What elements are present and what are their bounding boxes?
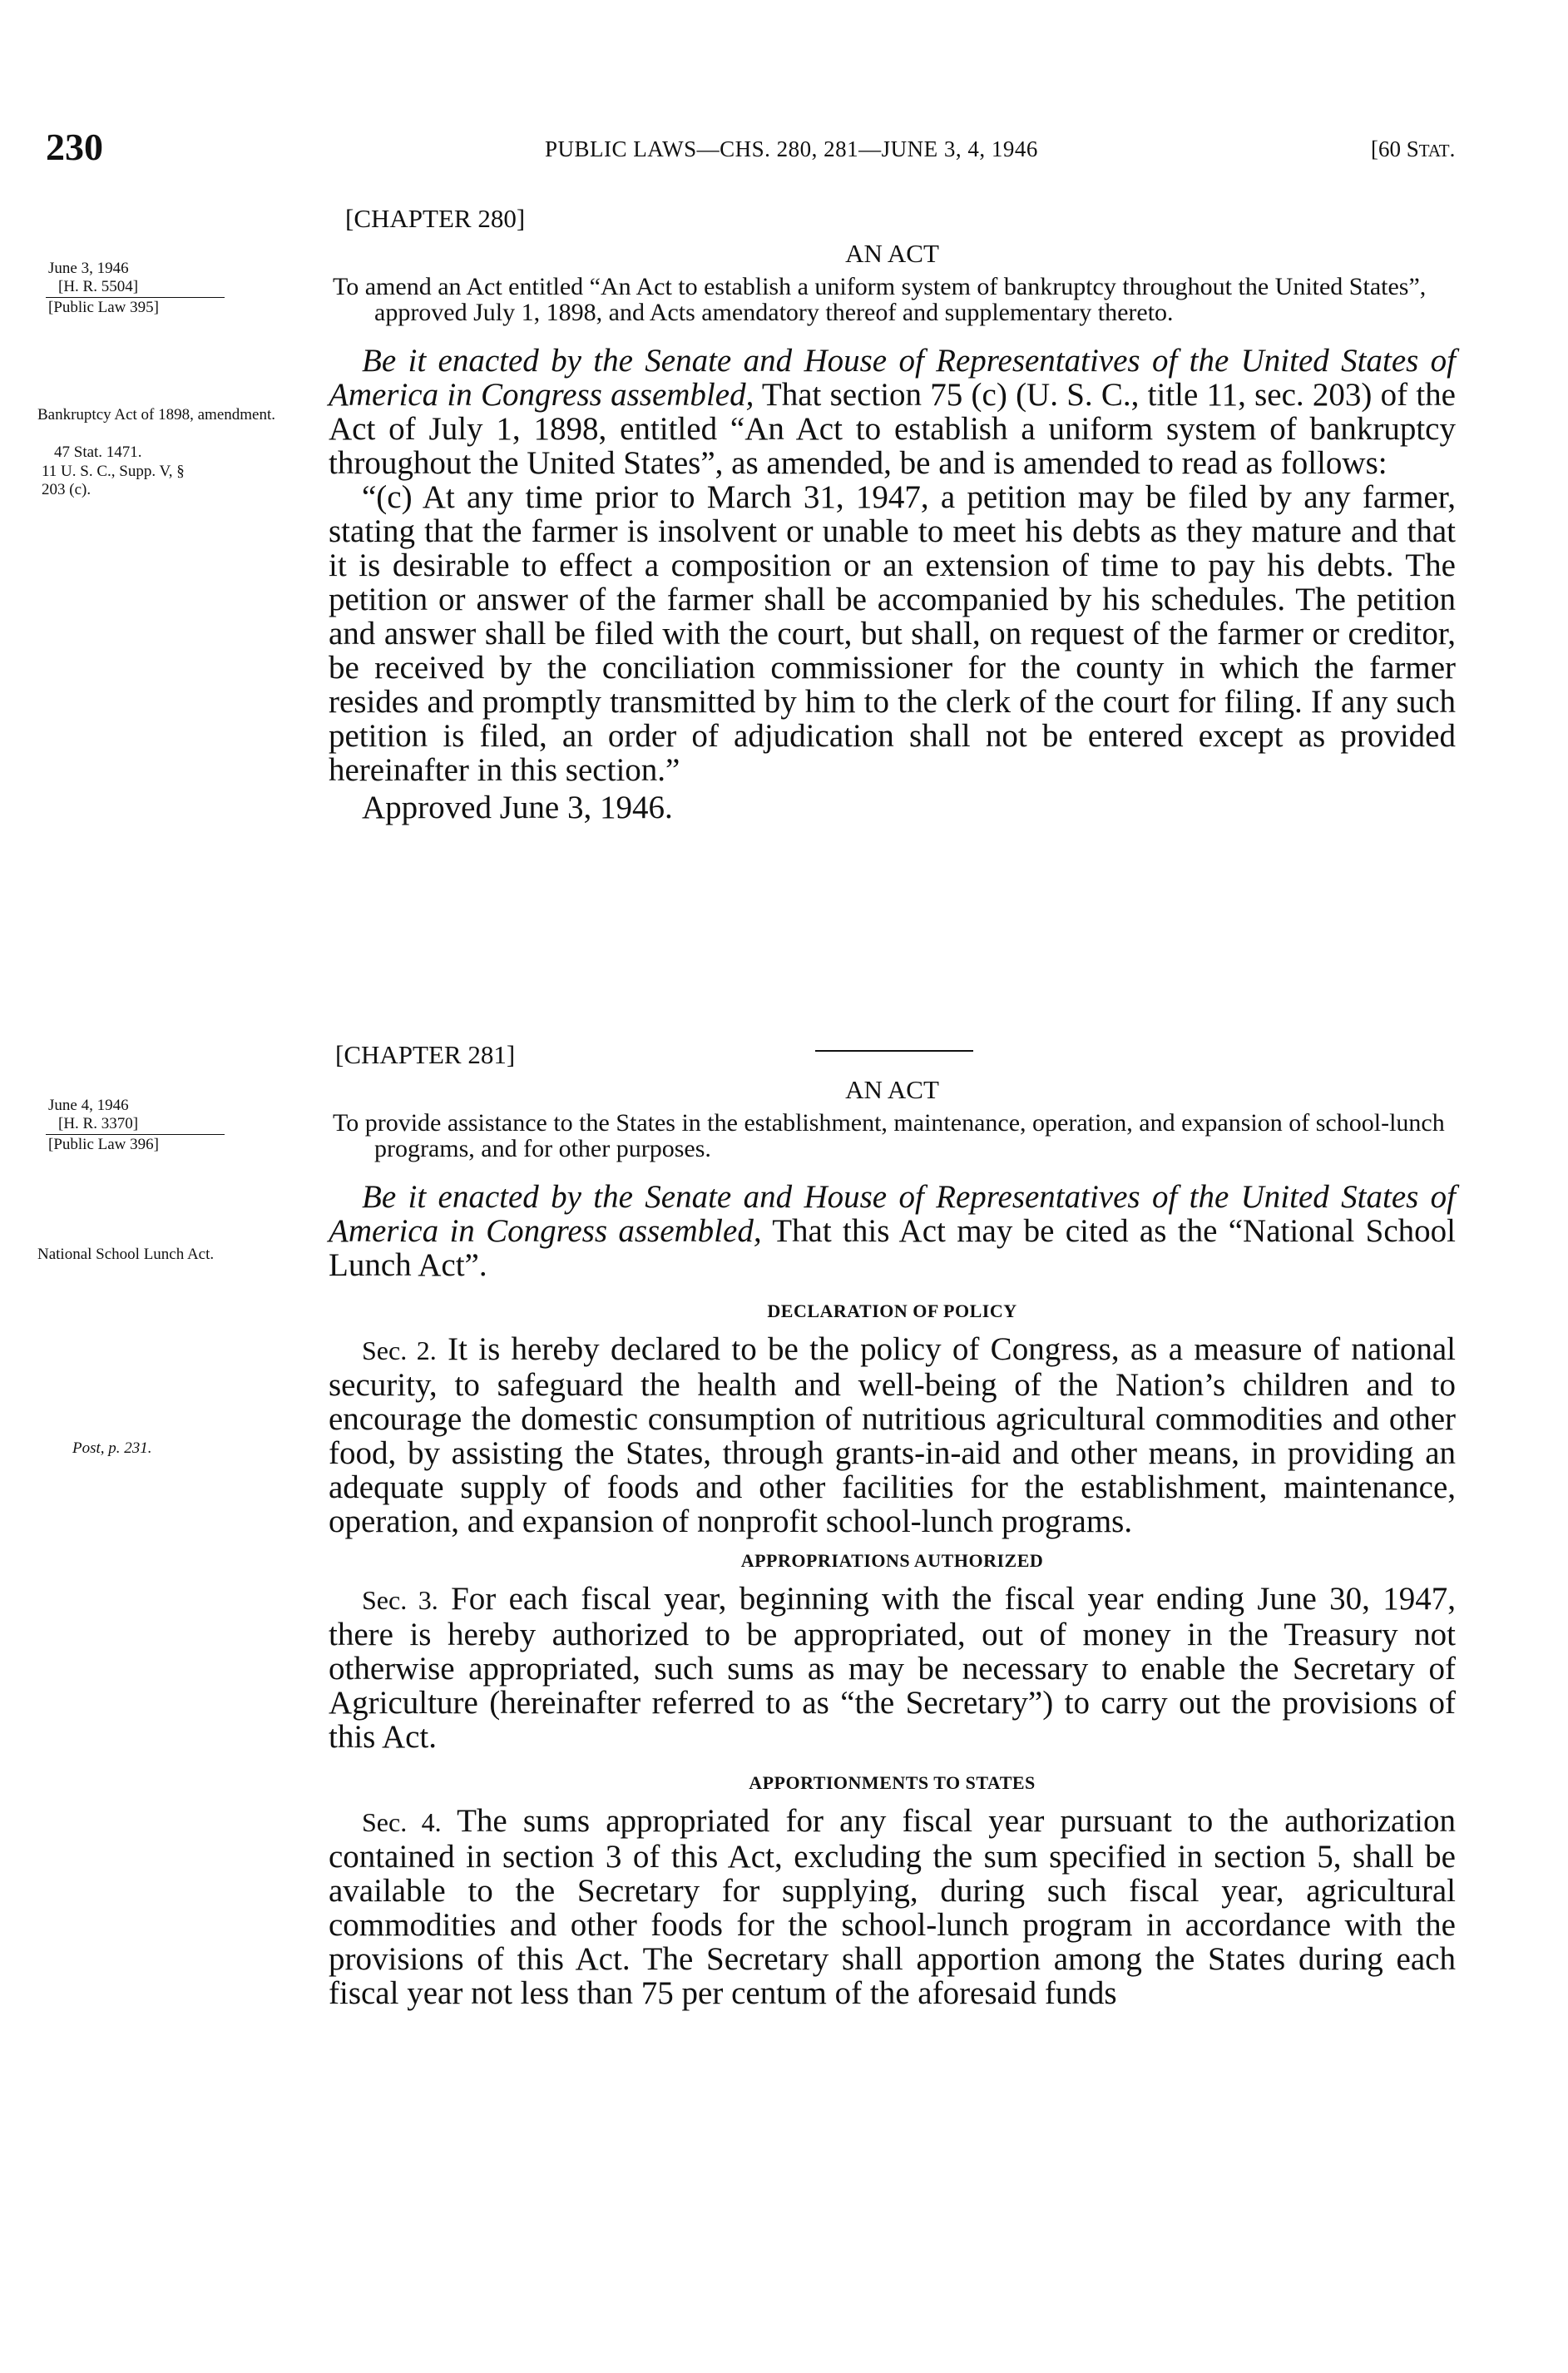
volume-citation: [60 STAT. [1371,136,1456,161]
ch281-margin-rule [46,1134,225,1135]
ch280-section-1: Be it enacted by the Senate and House of Representatives of the United States of America in Congress assembled, That section 75 (c) (U. S. C., title 11, sec. 203) of the Act of July 1, 1898, entitled “An Act to establish a uniform system of bankruptcy throughout the United States”, as amended, be and is amended to read as follows: [329,343,1456,481]
sec4-heading: APPORTIONMENTS TO STATES [749,1772,1036,1793]
ch280-margin-rule [46,297,225,298]
ch280-purpose: To amend an Act entitled “An Act to establish a uniform system of bankruptcy throughout the United States”, approved July 1, 1898, and Acts amendatory thereof and supplementary thereto. [333,273,1427,326]
ch280-margin-note-amendment: Bankruptcy Act of 1898, amendment. [37,406,275,424]
ch281-margin-block [33,1097,308,1154]
ch280-heading: [CHAPTER 280] [345,204,526,233]
sec2-paragraph: Sec. 2. It is hereby declared to be the policy of Congress, as a measure of national security, to safeguard the health and well-being of the Nation’s children and to encourage the domestic consumption of nutritious agricultural commodities and other food, by assisting the States, through grants-in-aid and other means, in providing an adequate supply of foods and other facilities for the establishment, maintenance, operation, and expansion of nonprofit school-lunch programs. [329,1331,1457,1539]
page-number: 230 [46,126,103,168]
ch281-section-1: Be it enacted by the Senate and House of Representatives of the United States of America in Congress assembled, That this Act may be cited as the “National School Lunch Act”. [329,1179,1456,1283]
running-head: PUBLIC LAWS—CHS. 280, 281—JUNE 3, 4, 1946 [545,136,1038,161]
ch281-heading: [CHAPTER 281] [335,1040,516,1069]
sec3-heading: APPROPRIATIONS AUTHORIZED [740,1550,1044,1571]
ch281-date: June 4, 1946 [48,1097,129,1114]
ch280-an-act: AN ACT [845,239,939,268]
ch281-margin-note-short-title: National School Lunch Act. [37,1246,215,1263]
page-header [0,125,1568,175]
sec3-paragraph: Sec. 3. For each fiscal year, beginning with the fiscal year ending June 30, 1947, there is hereby authorized to be appropriated, out of money in the Treasury not otherwise appropriated, such sums as may be necessary to enable the Secretary of Agriculture (hereinafter referred to as “the Secretary”) to carry out the provisions of this Act. [329,1581,1456,1755]
ch280-bill: [H. R. 5504] [58,278,139,295]
ch280-approved: Approved June 3, 1946. [362,790,673,825]
ch281-purpose: To provide assistance to the States in the establishment, maintenance, operation, and expansion of school-lunch programs, and for other purposes. [333,1109,1445,1162]
ch281-enacting-clause: Be it enacted by the Senate and House of Representatives of the United States of America in Congress assembled, [329,1179,1456,1249]
ch280-date: June 3, 1946 [48,260,129,277]
ch281-public-law: [Public Law 396] [48,1136,159,1153]
chapter-281 [329,1040,1456,2010]
ch280-margin-block [33,260,308,317]
ch280-public-law: [Public Law 395] [48,299,159,316]
sec4-label: Sec. 4. [362,1807,442,1837]
sec4-paragraph: Sec. 4. The sums appropriated for any fiscal year pursuant to the authorization contained in section 3 of this Act, excluding the sum specified in section 5, shall be available to the Secretary for supplying, during such fiscal year, agricultural commodities and other foods for the school-lunch program in accordance with the provisions of this Act. The Secretary shall apportion among the States during each fiscal year not less than 75 per centum of the aforesaid funds [329,1803,1457,2011]
ch281-bill: [H. R. 3370] [58,1115,139,1132]
ch281-margin-note-post: Post, p. 231. [72,1439,152,1457]
sec3-label: Sec. 3. [362,1585,438,1615]
ch280-enacting-clause: Be it enacted by the Senate and House of Representatives of the United States of America in Congress assembled, [329,343,1456,413]
ch281-an-act: AN ACT [845,1075,939,1104]
chapter-280 [329,204,1456,826]
ch280-margin-note-stat: 47 Stat. 1471. [54,443,142,461]
sec2-label: Sec. 2. [362,1335,437,1365]
ch280-subsection-c: “(c) At any time prior to March 31, 1947, a petition may be filed by any farmer, stating that the farmer is insolvent or unable to meet his debts as they mature and that it is desirable to effect a composition or an extension of time to pay his debts. The petition or answer of the farmer shall be accompanied by his schedules. The petition and answer shall be filed with the court, but shall, on request of the farmer or creditor, be received by the conciliation commissioner for the county in which the farmer resides and promptly transmitted by him to the clerk of the court for filing. If any such petition is filed, an order of adjudication shall not be entered except as provided hereinafter in this section.” [329,479,1456,788]
sec2-heading: DECLARATION OF POLICY [767,1300,1017,1321]
ch280-margin-note-usc: 11 U. S. C., Supp. V, § 203 (c). [42,463,185,498]
